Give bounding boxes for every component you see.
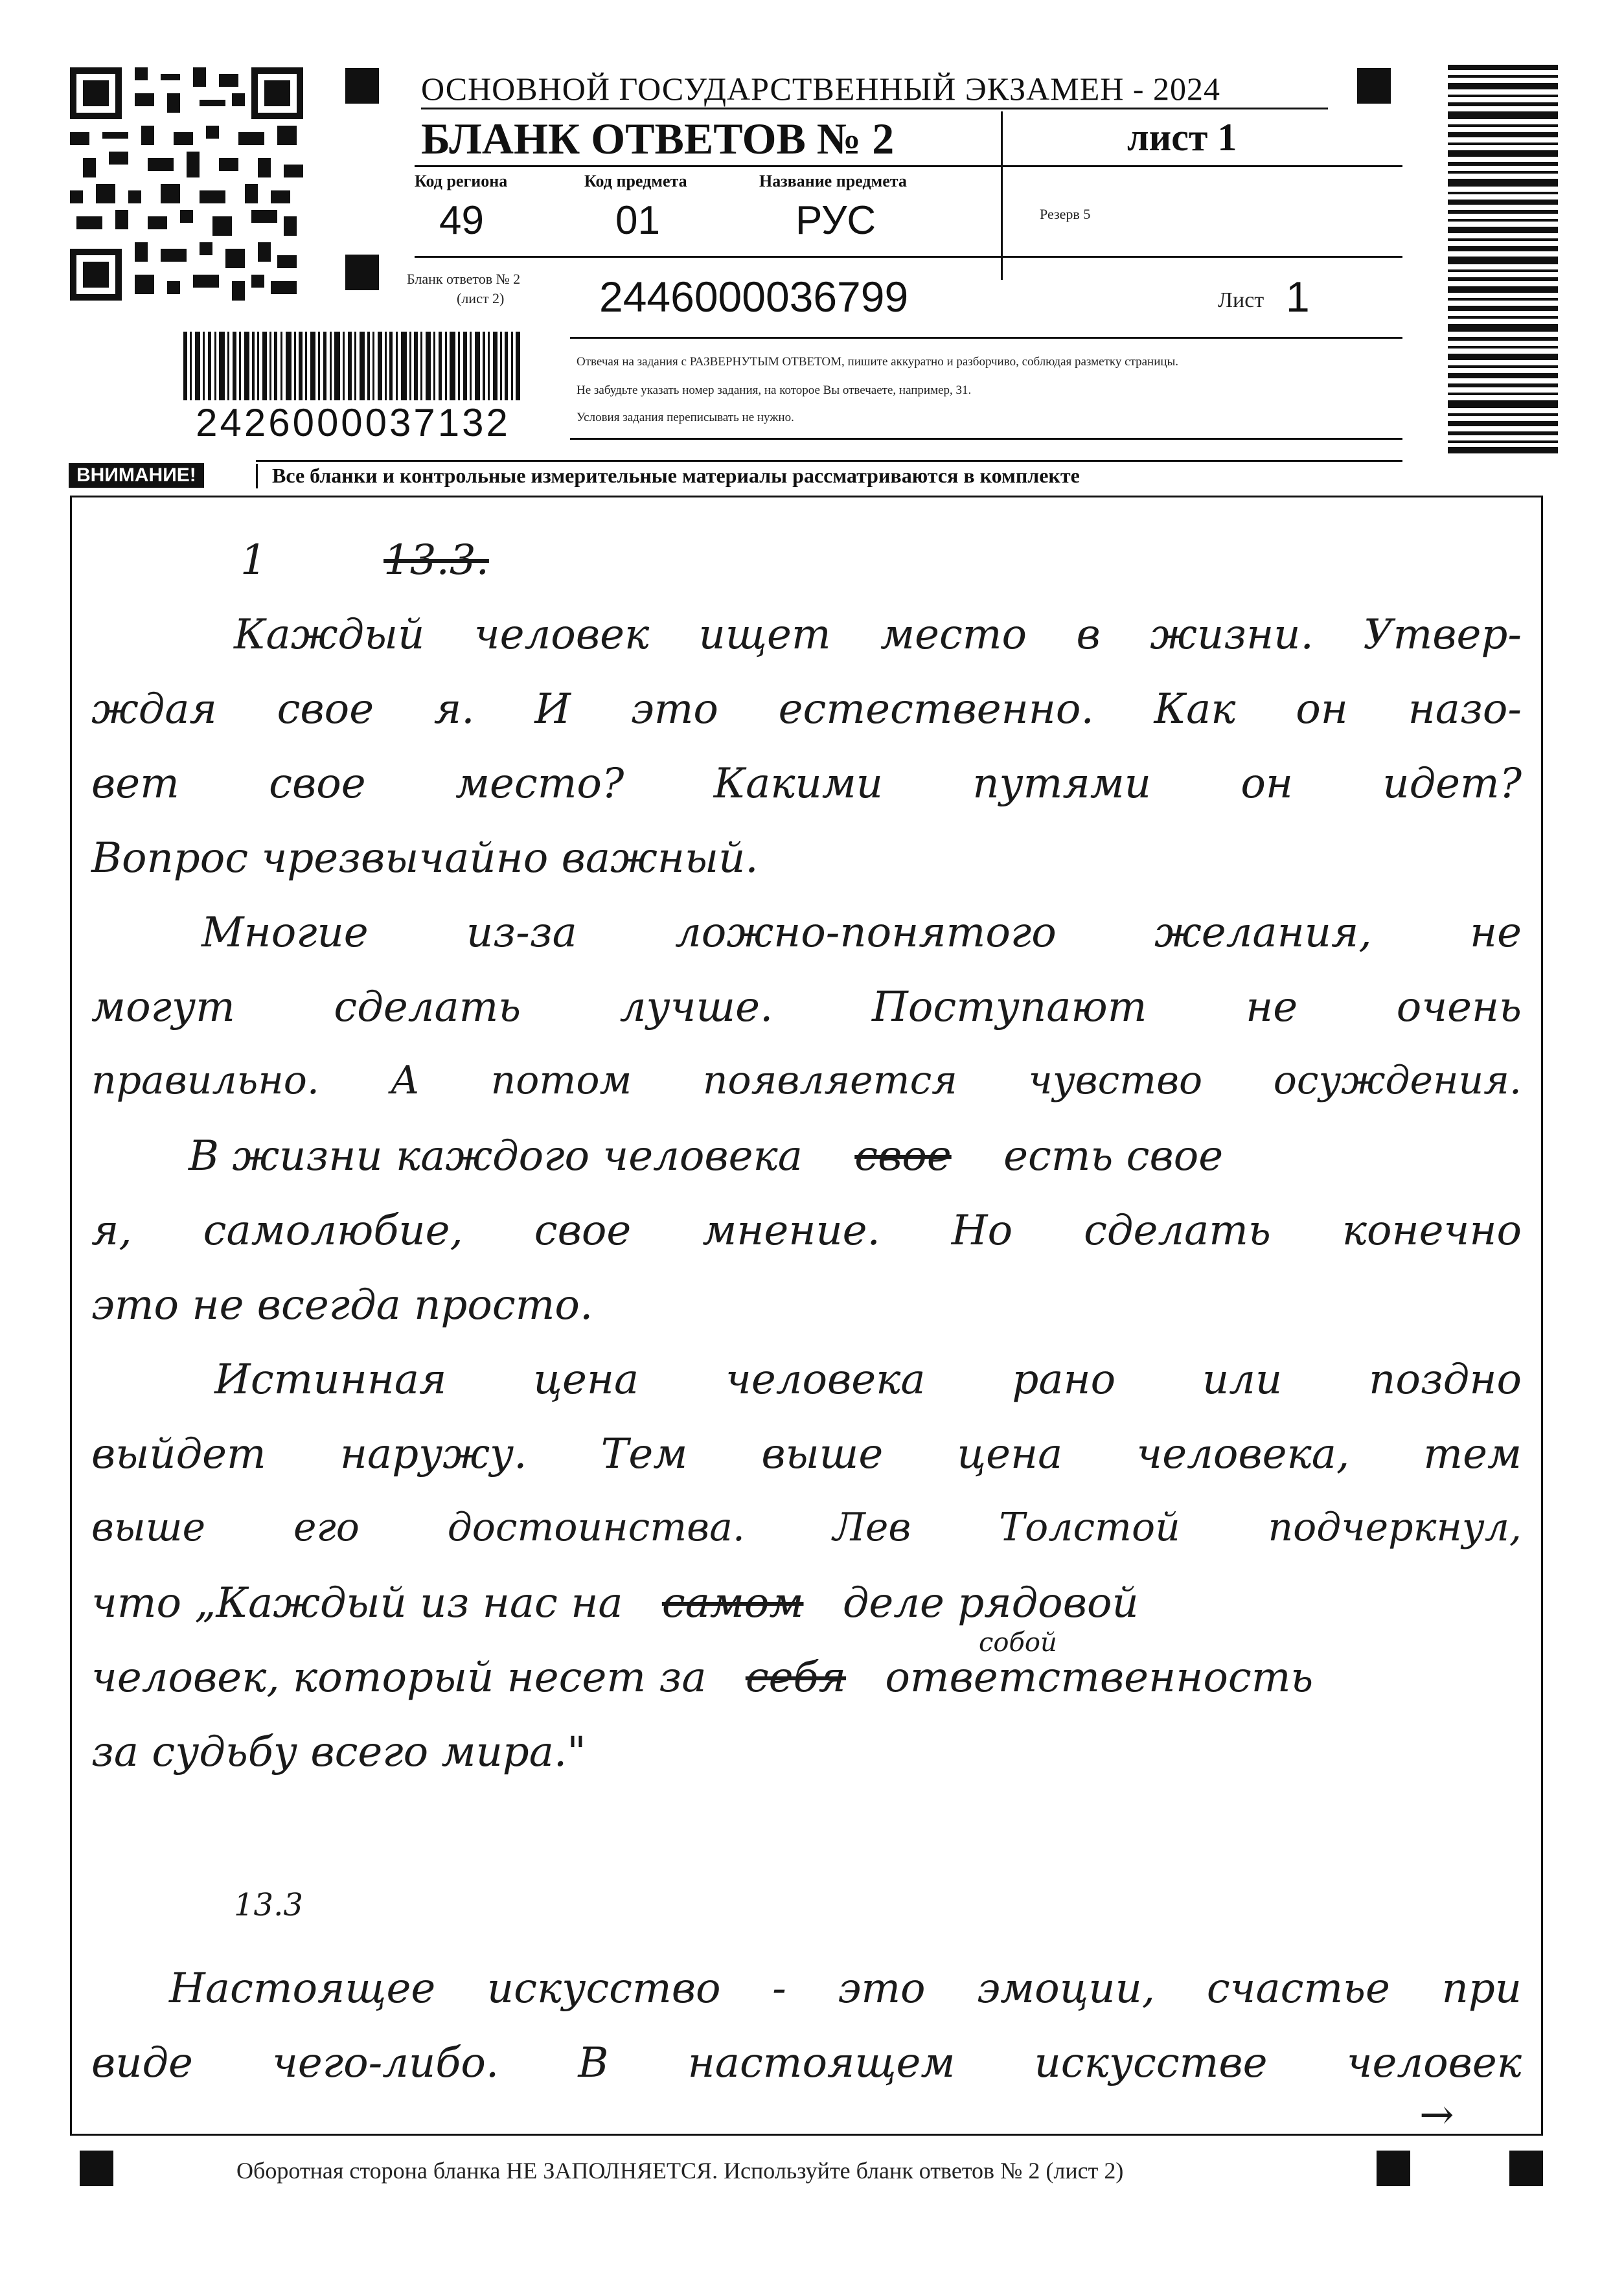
qr-code-icon bbox=[70, 67, 303, 301]
reserve-label: Резерв 5 bbox=[1040, 206, 1091, 222]
answer-line: я, самолюбие, свое мнение. Но сделать конечно bbox=[91, 1207, 1522, 1255]
barcode-number: 2426000037132 bbox=[165, 400, 541, 446]
divider bbox=[256, 464, 258, 488]
answer-line: выйдет наружу. Тем выше цена человека, тем bbox=[91, 1430, 1522, 1478]
footer-note: Оборотная сторона бланка НЕ ЗАПОЛНЯЕТСЯ. Используйте бланк ответов № 2 (лист 2) bbox=[236, 2158, 1124, 2184]
answer-line: за судьбу всего мира." bbox=[91, 1728, 586, 1776]
divider bbox=[415, 165, 1402, 167]
answer-line bbox=[72, 1654, 1541, 1702]
continuation-arrow-icon: → bbox=[1419, 2091, 1454, 2139]
region-label: Код региона bbox=[415, 172, 508, 190]
struck-word: свое bbox=[854, 1132, 952, 1180]
attention-text: Все бланки и контрольные измерительные материалы рассматриваются в комплекте bbox=[272, 464, 1080, 487]
form-ref-value: 2446000036799 bbox=[599, 273, 909, 321]
answer-area[interactable] bbox=[70, 496, 1543, 2139]
answer-line: выше его достоинства. Лев Толстой подчеркнул, bbox=[91, 1505, 1522, 1550]
answer-line: это не всегда просто. bbox=[91, 1281, 593, 1329]
form-ref-sublabel: (лист 2) bbox=[457, 290, 505, 306]
answer-text: ответственность bbox=[885, 1654, 1314, 1702]
registration-marker-mid-left bbox=[345, 255, 379, 290]
instruction-text: Не забудьте указать номер задания, на которое Вы отвечаете, например, 31. bbox=[577, 383, 972, 397]
registration-marker-top-left bbox=[345, 68, 379, 104]
answer-line: правильно. А потом появляется чувство осуждения. bbox=[91, 1058, 1522, 1103]
answer-line: Истинная цена человека рано или поздно bbox=[214, 1356, 1522, 1404]
task-number: 1 bbox=[240, 536, 267, 584]
form-title: БЛАНК ОТВЕТОВ № 2 bbox=[421, 114, 895, 163]
inserted-word: собой bbox=[979, 1628, 1057, 1658]
struck-word: себя bbox=[745, 1654, 846, 1702]
attention-badge: ВНИМАНИЕ! bbox=[69, 463, 204, 488]
sheet-title: лист 1 bbox=[1127, 116, 1237, 159]
registration-marker-bottom-left bbox=[80, 2151, 113, 2186]
answer-text: деле рядовой bbox=[842, 1579, 1139, 1627]
answer-text: человек, который несет за bbox=[91, 1654, 707, 1702]
subject-code-value: 01 bbox=[615, 198, 660, 243]
answer-line: виде чего-либо. В настоящем искусстве человек bbox=[91, 2039, 1522, 2087]
sheet-value: 1 bbox=[1286, 273, 1310, 321]
divider bbox=[570, 438, 1402, 440]
answer-line bbox=[72, 1132, 1541, 1180]
answer-text: есть свое bbox=[1003, 1132, 1224, 1180]
subject-name-value: РУС bbox=[795, 198, 876, 243]
answer-line: ждая свое я. И это естественно. Как он назо- bbox=[91, 685, 1522, 733]
vertical-barcode-icon bbox=[1448, 65, 1558, 453]
registration-marker-bottom-right bbox=[1509, 2151, 1543, 2186]
registration-marker-top-right bbox=[1357, 68, 1391, 104]
answer-line: Настоящее искусство - это эмоции, счастье при bbox=[169, 1965, 1522, 2013]
answer-line: могут сделать лучше. Поступают не очень bbox=[91, 983, 1522, 1031]
answer-line: Каждый человек ищет место в жизни. Утвер- bbox=[234, 611, 1522, 659]
answer-text: В жизни каждого человека bbox=[189, 1132, 803, 1180]
task-number: 13.3 bbox=[234, 1887, 303, 1923]
subject-name-label: Название предмета bbox=[759, 172, 907, 190]
divider bbox=[256, 460, 1402, 462]
instruction-text: Отвечая на задания с РАЗВЕРНУТЫМ ОТВЕТОМ, пишите аккуратно и разборчиво, соблюдая разметку страницы. bbox=[577, 355, 1179, 369]
region-value: 49 bbox=[439, 198, 484, 243]
sheet-label: Лист bbox=[1218, 288, 1264, 312]
registration-marker-bottom-mid bbox=[1377, 2151, 1410, 2186]
divider bbox=[570, 337, 1402, 339]
answer-text: что „Каждый из нас на bbox=[91, 1579, 623, 1627]
subject-code-label: Код предмета bbox=[584, 172, 687, 190]
divider bbox=[415, 256, 1402, 258]
answer-line: вет свое место? Какими путями он идет? bbox=[91, 760, 1522, 808]
answer-line bbox=[72, 536, 1541, 584]
answer-line bbox=[72, 1579, 1541, 1627]
divider bbox=[421, 108, 1328, 109]
exam-title: ОСНОВНОЙ ГОСУДАРСТВЕННЫЙ ЭКЗАМЕН - 2024 bbox=[421, 71, 1220, 107]
instruction-text: Условия задания переписывать не нужно. bbox=[577, 411, 794, 424]
form-ref-label: Бланк ответов № 2 bbox=[407, 271, 521, 287]
answer-line: Вопрос чрезвычайно важный. bbox=[91, 834, 759, 882]
struck-task-number: 13.3. bbox=[383, 536, 489, 584]
answer-line: Многие из-за ложно-понятого желания, не bbox=[201, 909, 1522, 957]
divider bbox=[1001, 111, 1003, 280]
struck-word: самом bbox=[661, 1579, 804, 1627]
